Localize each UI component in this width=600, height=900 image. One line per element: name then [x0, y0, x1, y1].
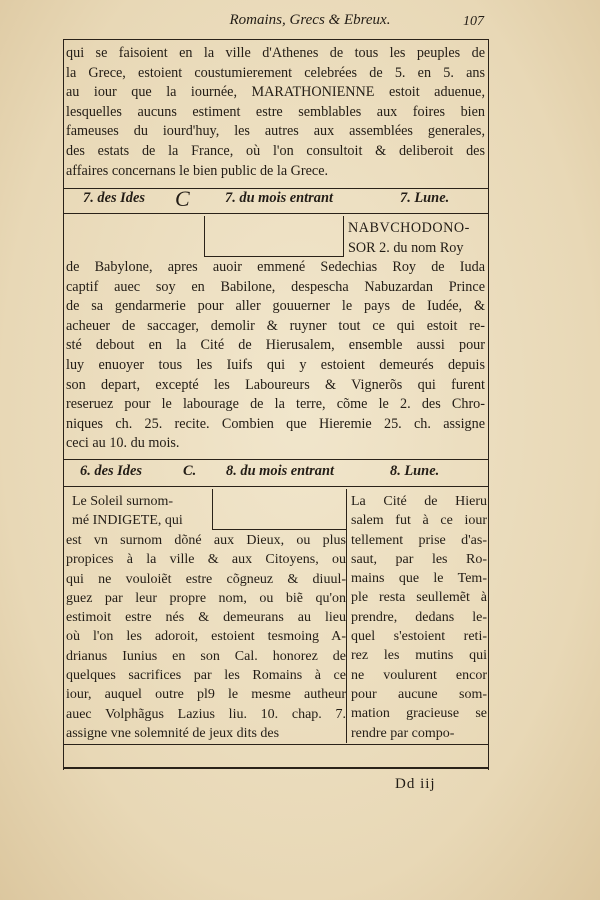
- day1-lune: 7. Lune.: [400, 190, 450, 206]
- text-line: ceci au 10. du mois.: [66, 435, 180, 452]
- text-line: au iour que la iournée, MARATHONIENNE estoit aduenue,: [66, 84, 485, 101]
- day1-box-bottom: [204, 256, 344, 257]
- text-line: fameuses du iourd'huy, les autres aux assemblées generales,: [66, 123, 485, 140]
- day2-header: [63, 463, 489, 485]
- text-line: guez par leur propre nom, ou biẽ qu'on: [66, 590, 346, 606]
- day1-ides: 7. des Ides: [83, 190, 145, 206]
- running-title: Romains, Grecs & Ebreux.: [229, 12, 391, 28]
- left-rule: [63, 40, 64, 770]
- text-line: acheuer de saccager, demolir & ruyner tout ce qui estoit re-: [66, 317, 485, 334]
- text-line: propices à la ville & aux Citoyens, ou: [66, 552, 346, 568]
- text-line: niques ch. 25. recite. Combien que Hieremie 25. ch. assigne: [66, 415, 485, 432]
- day1-rule-top: [63, 188, 489, 189]
- day2-left-top: [72, 492, 210, 531]
- day2-letter: C.: [183, 463, 197, 479]
- text-line: mation gracieuse se: [351, 706, 487, 722]
- text-line: saut, par les Ro-: [351, 551, 487, 567]
- text-line: lesquelles aucuns estiment estre semblables aux foires bien: [66, 103, 485, 120]
- text-line: reseruez pour le labourage de la terre, cõme le 2. des Chro-: [66, 396, 485, 413]
- signature-mark: Dd iij: [395, 776, 436, 792]
- text-line: qui ne vouloiẽt estre cõgneuz & diuul-: [66, 571, 346, 587]
- day2-left-top-2: mé INDIGETE, qui: [72, 513, 183, 529]
- text-line: qui se faisoient en la ville d'Athenes de tous les peuples de: [66, 45, 485, 61]
- day2-rule-top: [63, 459, 489, 460]
- text-line: estimoit estre nés & demeurans au lieu: [66, 610, 346, 626]
- text-line: La Cité de Hieru: [351, 494, 487, 509]
- text-line: où l'on les adoroit, estoient tesmoing A-: [66, 629, 346, 645]
- day2-rule-bottom: [63, 486, 489, 487]
- text-line: quel s'estoient reti-: [351, 629, 487, 645]
- text-line: son depart, excepté les Laboureurs & Vignerõs qui furent: [66, 376, 485, 393]
- day1-box-left: [204, 216, 205, 256]
- text-line: la Grece, estoient coustumierement celebrées de 5. en 5. ans: [66, 64, 485, 81]
- text-line: auec Volphãgus Lazius liu. 10. chap. 7.: [66, 706, 346, 722]
- day2-ides: 6. des Ides: [80, 463, 142, 479]
- day2-box-bottom: [212, 529, 346, 530]
- text-line: affaires concernans le bien public de la Grece.: [66, 162, 329, 179]
- bottom-rule-thick: [63, 767, 489, 769]
- right-rule: [488, 40, 489, 770]
- text-line: rez les mutins qui: [351, 648, 487, 664]
- text-line: salem fut à ce iour: [351, 513, 487, 529]
- text-line: pour aucune som-: [351, 686, 487, 702]
- day2-mois: 8. du mois entrant: [226, 463, 334, 479]
- top-text-block: [66, 44, 485, 181]
- text-line: est vn surnom dõné aux Dieux, ou plus: [66, 533, 346, 548]
- day1-line-1: NABVCHODONO-: [348, 220, 470, 236]
- column-divider: [346, 489, 347, 743]
- day1-header: [63, 186, 489, 212]
- text-line: rendre par compo-: [351, 725, 455, 741]
- text-line: luy enuoyer tous les Iuifs qui y estoient demeurés depuis: [66, 356, 485, 373]
- day1-text: [66, 258, 485, 454]
- text-line: prendre, dedans le-: [351, 609, 487, 625]
- day2-box-left: [212, 489, 213, 529]
- top-rule: [63, 39, 489, 40]
- text-line: tellement prise d'as-: [351, 532, 487, 548]
- day2-right-column: [351, 492, 487, 743]
- text-line: quelques sacrifices par les Romains à ce: [66, 668, 346, 684]
- day2-lune: 8. Lune.: [390, 463, 440, 479]
- text-line: assigne vne solemnité de jeux dits des: [66, 725, 280, 741]
- text-line: des estats de la France, où l'on consultoit & deliberoit des: [66, 142, 485, 159]
- day1-first-lines: [348, 219, 486, 258]
- text-line: captif auec soy en Babilone, despescha Nabuzardan Prince: [66, 278, 485, 295]
- text-line: drianus Iunius en son Cal. honorez de: [66, 648, 346, 664]
- page-number: 107: [463, 14, 484, 29]
- day1-box-right: [343, 216, 344, 256]
- text-line: iour, auquel outre pl9 le mesme autheur: [66, 687, 346, 703]
- day2-left-top-1: Le Soleil surnom-: [72, 494, 174, 509]
- text-line: mains que le Tem-: [351, 571, 487, 587]
- day1-letter: C: [175, 186, 190, 211]
- text-line: ple resta seullemẽt à: [351, 590, 487, 606]
- text-line: de Babylone, apres auoir emmené Sedechias Roy de Iuda: [66, 259, 485, 275]
- day2-left-column: [66, 531, 346, 743]
- day1-line-2: SOR 2. du nom Roy: [348, 239, 464, 256]
- day1-rule-bottom: [63, 213, 489, 214]
- text-line: sté debout en la Cité de Hierusalem, ensemble aussi pour: [66, 337, 485, 354]
- text-line: de sa gendarmerie pour aller gouuerner le pays de Iudée, &: [66, 298, 485, 315]
- day1-mois: 7. du mois entrant: [225, 190, 333, 206]
- bottom-rule: [63, 744, 489, 745]
- text-line: ne voulurent encor: [351, 667, 487, 683]
